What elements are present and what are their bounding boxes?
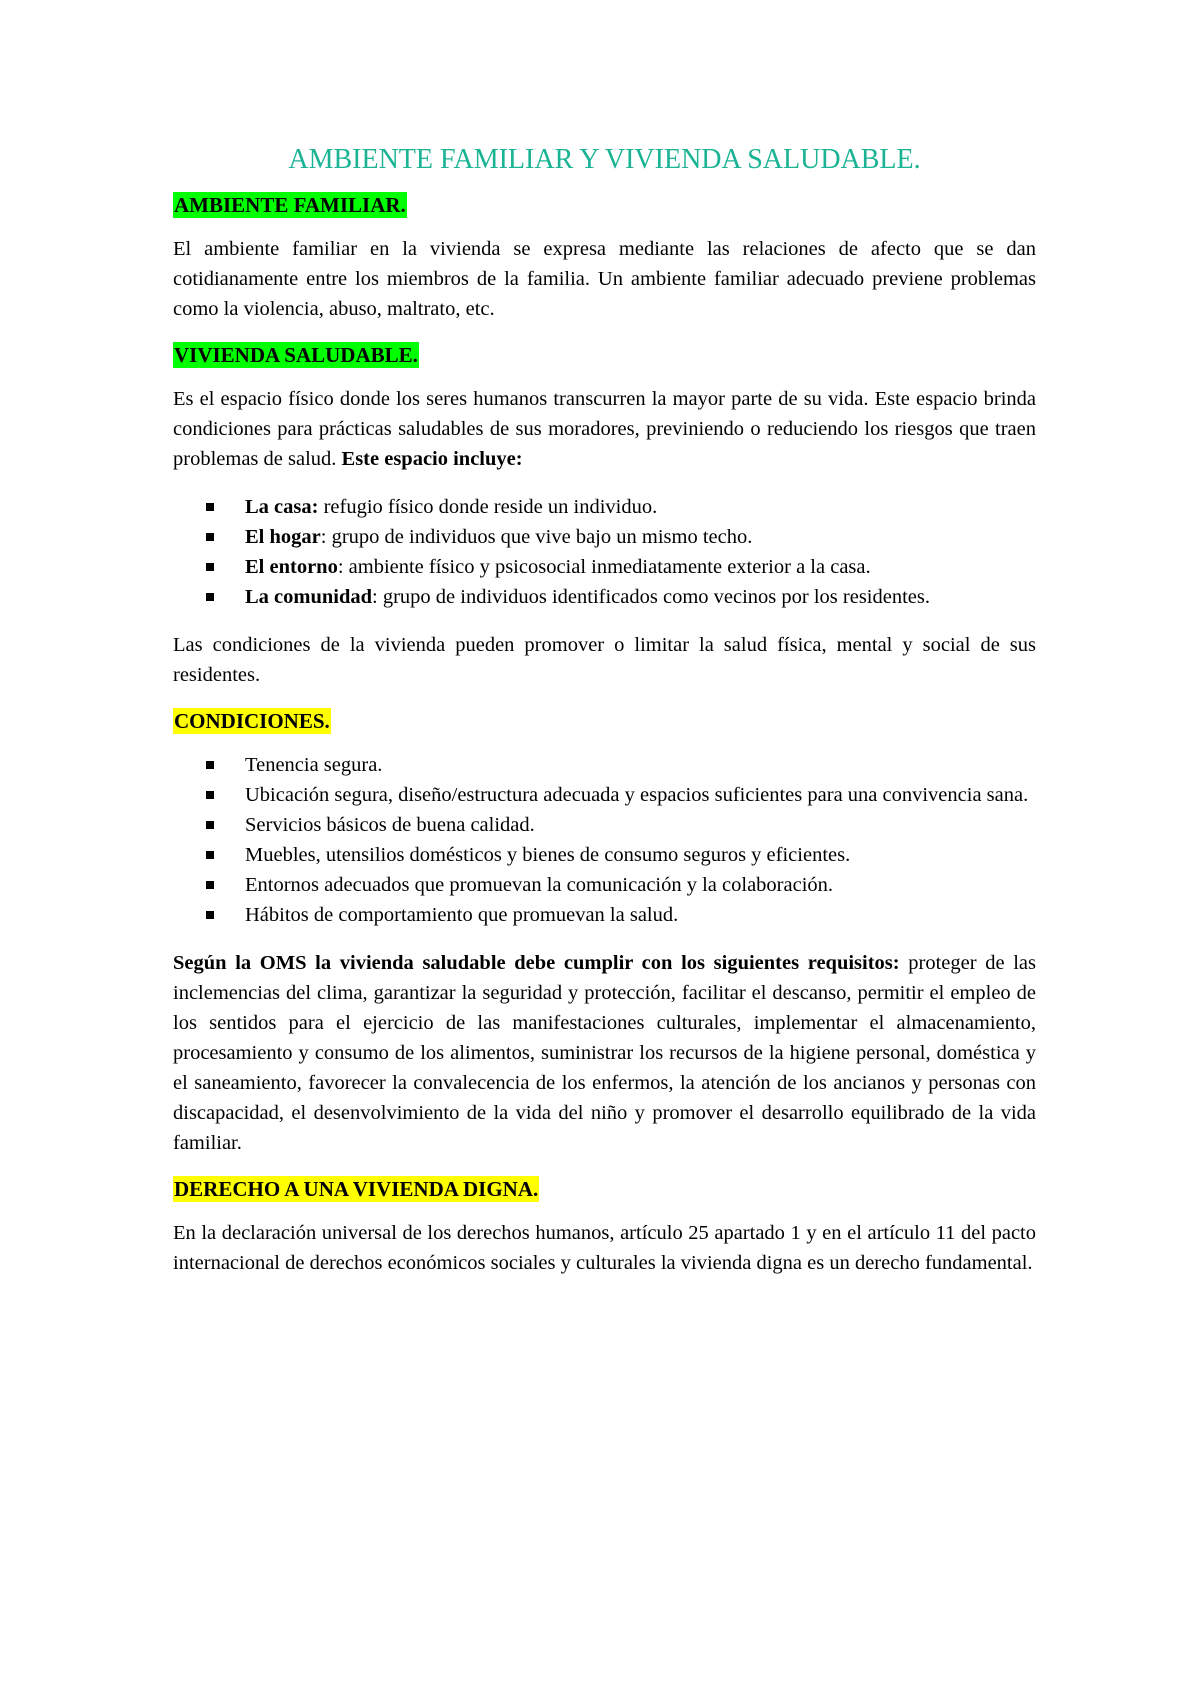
vivienda-list xyxy=(173,492,1036,612)
list-item-text: : grupo de individuos identificados como vecinos por los residentes. xyxy=(372,586,930,608)
square-bullet-icon xyxy=(206,593,214,601)
square-bullet-icon xyxy=(206,533,214,541)
list-item xyxy=(173,870,1036,900)
square-bullet-icon xyxy=(206,881,214,889)
paragraph-ambiente: El ambiente familiar en la vivienda se expresa mediante las relaciones de afecto que se dan cotidianamente entre los miembros de la familia. Un ambiente familiar adecuado previene problemas como la violencia, abuso, maltrato, etc. xyxy=(173,238,1036,320)
section-heading-ambiente: AMBIENTE FAMILIAR. xyxy=(174,193,406,217)
square-bullet-icon xyxy=(206,851,214,859)
condiciones-list xyxy=(173,750,1036,930)
list-item-term: El entorno xyxy=(245,556,338,578)
section-ambiente xyxy=(173,192,1036,218)
section-derecho xyxy=(173,1176,1036,1202)
square-bullet-icon xyxy=(206,761,214,769)
list-item-text: refugio físico donde reside un individuo. xyxy=(318,496,658,518)
list-item-text: Servicios básicos de buena calidad. xyxy=(245,814,535,836)
section-heading-vivienda: VIVIENDA SALUDABLE. xyxy=(174,343,418,367)
paragraph-vivienda xyxy=(173,384,1036,474)
square-bullet-icon xyxy=(206,791,214,799)
paragraph-vivienda-text: Es el espacio físico donde los seres humanos transcurren la mayor parte de su vida. Este espacio brinda condiciones para prácticas saludables de sus moradores, previniendo o reduciendo los riesgos que traen problemas de salud. xyxy=(173,388,1036,470)
list-item-term: La casa: xyxy=(245,496,319,518)
list-item-text: Ubicación segura, diseño/estructura adecuada y espacios suficientes para una convivencia sana. xyxy=(245,784,1029,806)
paragraph-oms-bold: Según la OMS la vivienda saludable debe cumplir con los siguientes requisitos: xyxy=(173,952,900,974)
section-condiciones xyxy=(173,708,1036,734)
list-item xyxy=(173,582,1036,612)
paragraph-oms-text: proteger de las inclemencias del clima, garantizar la seguridad y protección, facilitar el descanso, permitir el empleo de los sentidos para el ejercicio de las manifestaciones culturales, implementar el almacenamiento, procesamiento y consumo de los alimentos, suministrar los recursos de la higiene personal, doméstica y el saneamiento, favorecer la convalecencia de los enfermos, la atención de los ancianos y personas con discapacidad, el desenvolvimiento de la vida del niño y promover el desarrollo equilibrado de la vida familiar. xyxy=(173,952,1036,1154)
list-item-text: Tenencia segura. xyxy=(245,754,383,776)
list-item-term: La comunidad xyxy=(245,586,373,608)
section-heading-derecho: DERECHO A UNA VIVIENDA DIGNA. xyxy=(174,1177,539,1201)
paragraph-derecho: En la declaración universal de los derechos humanos, artículo 25 apartado 1 y en el artículo 11 del pacto internacional de derechos económicos sociales y culturales la vivienda digna es un derecho fundamental. xyxy=(173,1222,1036,1274)
page-title: AMBIENTE FAMILIAR Y VIVIENDA SALUDABLE. xyxy=(288,144,921,175)
list-item-text: Muebles, utensilios domésticos y bienes de consumo seguros y eficientes. xyxy=(245,844,851,866)
paragraph-oms xyxy=(173,948,1036,1158)
list-item xyxy=(173,552,1036,582)
list-item xyxy=(173,810,1036,840)
list-item xyxy=(173,840,1036,870)
list-item xyxy=(173,522,1036,552)
list-item-text: Entornos adecuados que promuevan la comunicación y la colaboración. xyxy=(245,874,834,896)
section-vivienda xyxy=(173,342,1036,368)
list-item xyxy=(173,780,1036,810)
list-item xyxy=(173,750,1036,780)
list-item-term: El hogar xyxy=(245,526,321,548)
list-item xyxy=(173,492,1036,522)
square-bullet-icon xyxy=(206,911,214,919)
square-bullet-icon xyxy=(206,563,214,571)
document-body xyxy=(173,142,1036,1296)
paragraph-vivienda-closing: Las condiciones de la vivienda pueden promover o limitar la salud física, mental y social de sus residentes. xyxy=(173,634,1036,686)
square-bullet-icon xyxy=(206,503,214,511)
list-item-text: Hábitos de comportamiento que promuevan la salud. xyxy=(245,904,679,926)
section-heading-condiciones: CONDICIONES. xyxy=(174,709,330,733)
list-item-text: : ambiente físico y psicosocial inmediatamente exterior a la casa. xyxy=(337,556,871,578)
square-bullet-icon xyxy=(206,821,214,829)
list-item-text: : grupo de individuos que vive bajo un mismo techo. xyxy=(320,526,753,548)
paragraph-vivienda-bold: Este espacio incluye: xyxy=(341,448,523,470)
list-item xyxy=(173,900,1036,930)
